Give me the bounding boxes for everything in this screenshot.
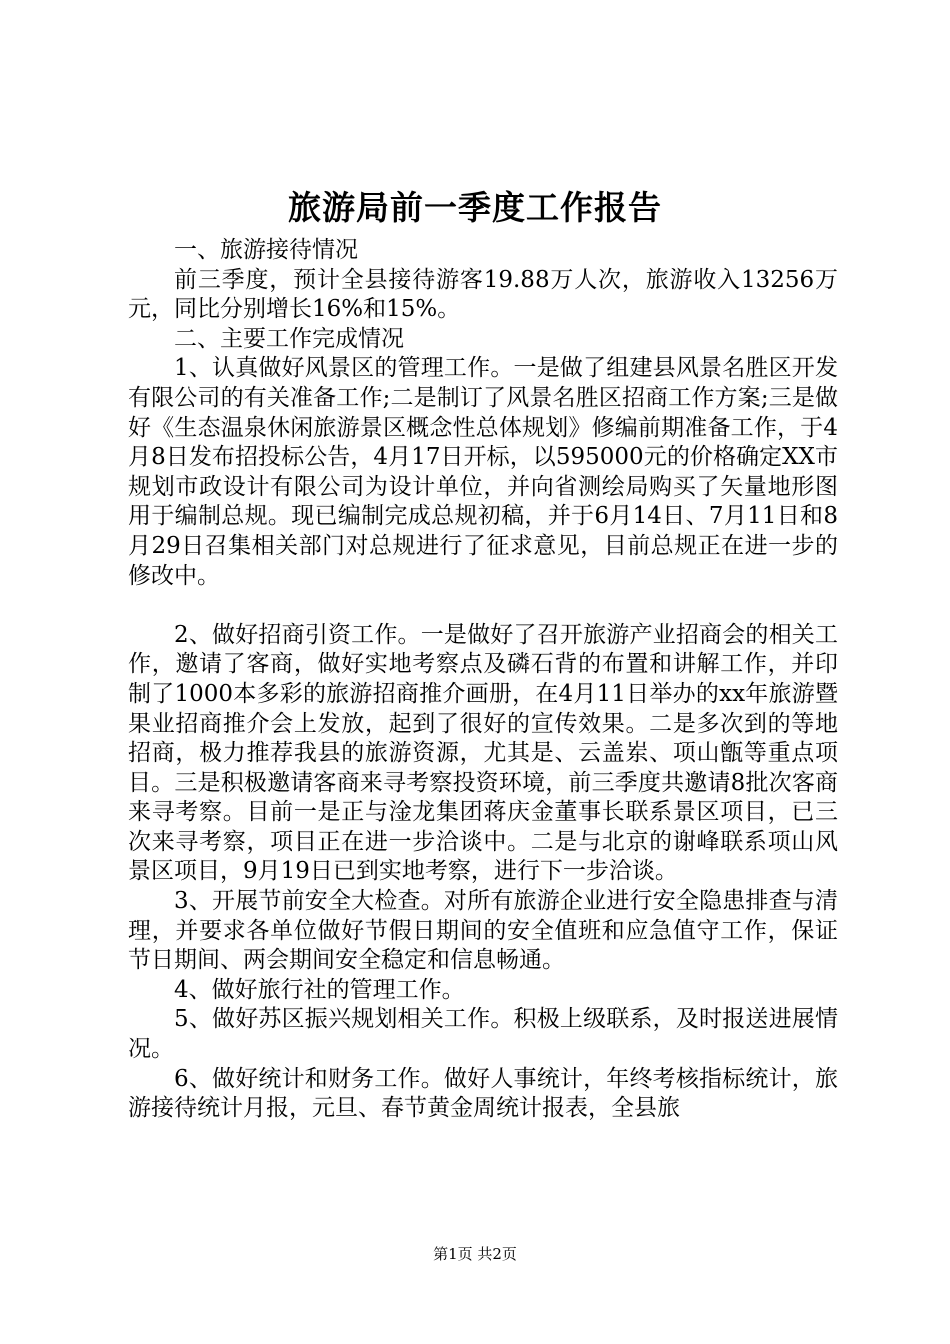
paragraph-revitalization-planning: 5、做好苏区振兴规划相关工作。积极上级联系，及时报送进展情况。 bbox=[128, 1006, 838, 1063]
section-heading-main-work: 二、主要工作完成情况 bbox=[174, 325, 404, 352]
paragraph-statistics-finance: 6、做好统计和财务工作。做好人事统计，年终考核指标统计，旅游接待统计月报，元旦、春节黄金周统计报表，全县旅 bbox=[128, 1065, 838, 1122]
paragraph-reception-stats: 前三季度，预计全县接待游客19.88万人次，旅游收入13256万元，同比分别增长16%和15%。 bbox=[128, 266, 838, 323]
section-heading-reception: 一、旅游接待情况 bbox=[174, 237, 358, 263]
paragraph-travel-agency-management: 4、做好旅行社的管理工作。 bbox=[174, 976, 465, 1003]
paragraph-safety-inspection: 3、开展节前安全大检查。对所有旅游企业进行安全隐患排查与清理，并要求各单位做好节假日期间的安全值班和应急值守工作，保证节日期间、两会期间安全稳定和信息畅通。 bbox=[128, 888, 838, 974]
document-body bbox=[128, 236, 838, 1124]
paragraph-investment-promotion: 2、做好招商引资工作。一是做好了召开旅游产业招商会的相关工作，邀请了客商，做好实地考察点及磷石背的布置和讲解工作，并印制了1000本多彩的旅游招商推介画册，在4月11日举办的xx年旅游暨果业招商推介会上发放，起到了很好的宣传效果。二是多次到的等地招商，极力推荐我县的旅游资源，尤其是、云盖岽、项山甑等重点项目。三是积极邀请客商来寻考察投资环境，前三季度共邀请8批次客商来寻考察。目前一是正与淦龙集团蒋庆金董事长联系景区项目，已三次来寻考察，项目正在进一步洽谈中。二是与北京的谢峰联系项山风景区项目，9月19日已到实地考察，进行下一步洽谈。 bbox=[128, 621, 838, 885]
page-number-footer: 第1页 共2页 bbox=[433, 1245, 517, 1263]
document-title: 旅游局前一季度工作报告 bbox=[288, 188, 662, 227]
paragraph-scenic-area-management: 1、认真做好风景区的管理工作。一是做了组建县风景名胜区开发有限公司的有关准备工作;二是制订了风景名胜区招商工作方案;三是做好《生态温泉休闲旅游景区概念性总体规划》修编前期准备工作，于4月8日发布招投标公告，4月17日开标，以595000元的价格确定XX市规划市政设计有限公司为设计单位，并向省测绘局购买了矢量地形图用于编制总规。现已编制完成总规初稿，并于6月14日、7月11日和8月29日召集相关部门对总规进行了征求意见，目前总规正在进一步的修改中。 bbox=[128, 355, 838, 589]
